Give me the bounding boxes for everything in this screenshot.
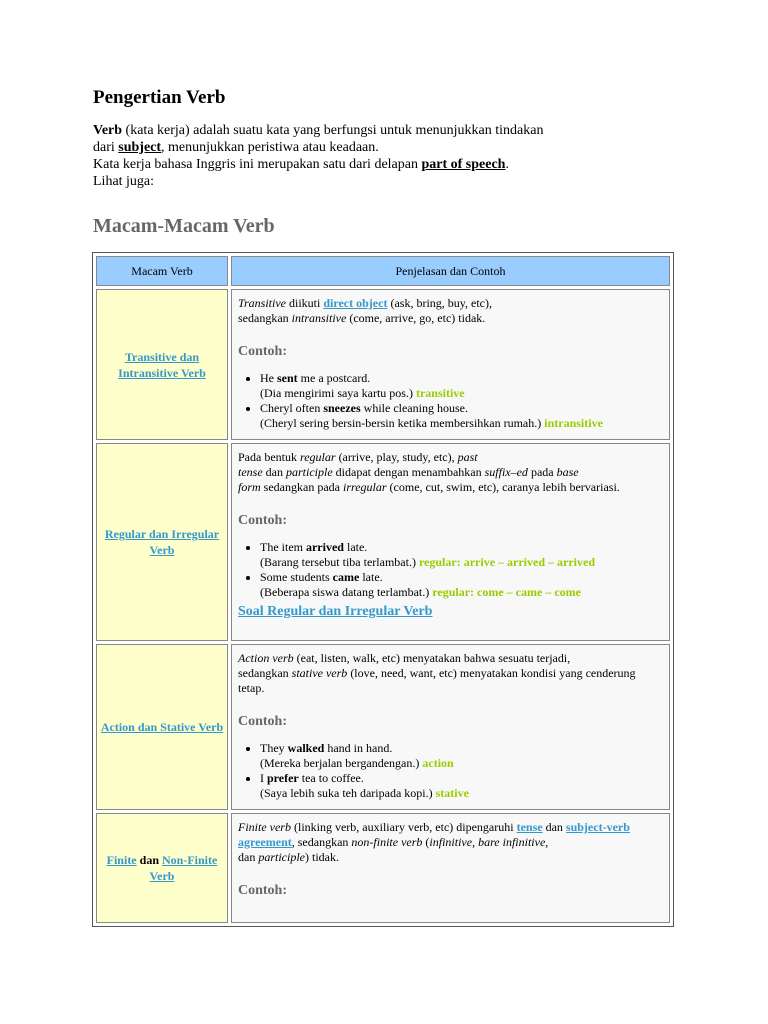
- description: Pada bentuk regular (arrive, play, study, etc), past tense dan participle didapat dengan menambahkan suffix–ed pada base form sedangkan pada irregular (come, cut, swim, etc), caranya lebih bervariasi.: [238, 450, 620, 494]
- non-finite-link[interactable]: Non-Finite Verb: [149, 853, 218, 883]
- example-tag: stative: [435, 786, 469, 800]
- transitive-intransitive-link[interactable]: Transitive dan Intransitive Verb: [118, 349, 206, 380]
- contoh-heading: Contoh:: [238, 513, 288, 528]
- description: Finite verb (linking verb, auxiliary verb, etc) dipengaruhi tense dan subject-verb agreement, sedangkan non-finite verb (infinitive, bare infinitive, dan participle) tidak.: [238, 820, 630, 864]
- description: Transitive diikuti direct object (ask, bring, buy, etc), sedangkan intransitive (come, arrive, go, etc) tidak.: [238, 296, 492, 325]
- verb-type-cell: [96, 443, 228, 641]
- list-item: • Some students came late. (Beberapa siswa datang terlambat.) regular: come – came – come: [260, 570, 663, 600]
- verb-type-cell: Finite dan Non-Finite Verb: [96, 813, 228, 923]
- soal-regular-irregular-link[interactable]: Soal Regular dan Irregular Verb: [238, 604, 433, 619]
- subject-link[interactable]: subject: [118, 140, 162, 155]
- example-tag: regular: come – came – come: [432, 585, 581, 599]
- verb-type-cell: [96, 644, 228, 810]
- example-tag: regular: arrive – arrived – arrived: [418, 555, 595, 569]
- explanation-cell: [231, 813, 670, 923]
- table-row: [96, 644, 670, 810]
- finite-link[interactable]: Finite: [106, 853, 137, 867]
- example-tag: action: [422, 756, 454, 770]
- regular-irregular-link[interactable]: Regular dan Irregular Verb: [104, 527, 220, 557]
- header-macam-verb: Macam Verb: [96, 256, 228, 286]
- example-list: [238, 540, 663, 600]
- table-row: [96, 289, 670, 440]
- section-title: Macam-Macam Verb: [93, 215, 275, 237]
- description: Action verb (eat, listen, walk, etc) menyatakan bahwa sesuatu terjadi, sedangkan stative verb (love, need, want, etc) menyatakan kondisi yang cenderung tetap.: [238, 651, 636, 695]
- page-title: Pengertian Verb: [93, 87, 226, 108]
- example-tag: intransitive: [544, 416, 603, 430]
- explanation-cell: [231, 443, 670, 641]
- example-list: [238, 741, 663, 801]
- subject-verb-agreement-link[interactable]: subject-verb agreement: [238, 820, 630, 849]
- list-item: • The item arrived late. (Barang tersebut tiba terlambat.) regular: arrive – arrived – arrived: [260, 540, 663, 570]
- list-item: • Cheryl often sneezes while cleaning house. (Cheryl sering bersin-bersin ketika membersihkan rumah.) intransitive: [260, 401, 663, 431]
- action-stative-link[interactable]: Action dan Stative Verb: [100, 720, 224, 734]
- example-list: [238, 371, 663, 431]
- table-row: [96, 443, 670, 641]
- list-item: • He sent me a postcard. (Dia mengirimi saya kartu pos.) transitive: [260, 371, 663, 401]
- table-row: [96, 813, 670, 923]
- direct-object-link[interactable]: direct object: [323, 296, 388, 310]
- see-also-label: Lihat juga:: [93, 174, 155, 189]
- document-page: [93, 86, 678, 927]
- table-header-row: [96, 256, 670, 286]
- explanation-cell: [231, 289, 670, 440]
- contoh-heading: Contoh:: [238, 344, 288, 359]
- tense-link[interactable]: tense: [516, 820, 543, 834]
- explanation-cell: [231, 644, 670, 810]
- verb-types-table: [92, 252, 674, 927]
- contoh-heading: Contoh:: [238, 714, 288, 729]
- verb-type-cell: [96, 289, 228, 440]
- intro-paragraph: Verb (kata kerja) adalah suatu kata yang berfungsi untuk menunjukkan tindakan dari subject, menunjukkan peristiwa atau keadaan. Kata kerja bahasa Inggris ini merupakan satu dari delapan part of speech. Lihat juga:: [93, 123, 544, 189]
- header-penjelasan: Penjelasan dan Contoh: [231, 256, 670, 286]
- list-item: • I prefer tea to coffee. (Saya lebih suka teh daripada kopi.) stative: [260, 771, 663, 801]
- contoh-heading: Contoh:: [238, 883, 288, 898]
- part-of-speech-link[interactable]: part of speech: [421, 157, 506, 172]
- list-item: • They walked hand in hand. (Mereka berjalan bergandengan.) action: [260, 741, 663, 771]
- verb-term: Verb: [93, 123, 123, 138]
- example-tag: transitive: [415, 386, 465, 400]
